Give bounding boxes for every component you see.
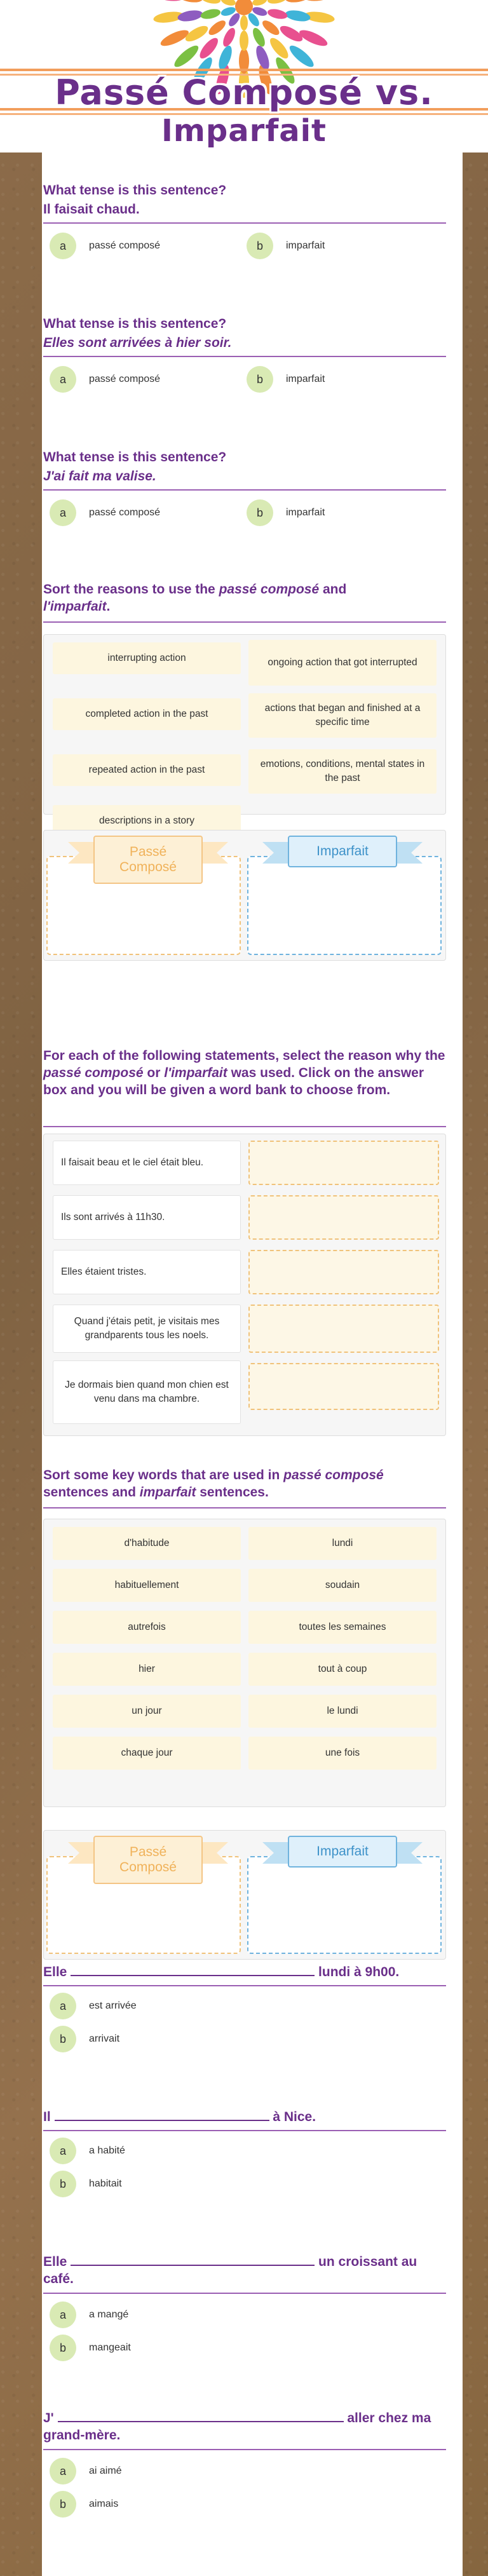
mandala-petal	[304, 0, 336, 3]
mandala-petal	[197, 35, 221, 61]
page-title-line2: Imparfait	[161, 113, 327, 149]
option-label: imparfait	[286, 240, 325, 251]
option-a[interactable]	[50, 1993, 137, 2019]
divider	[43, 1126, 446, 1127]
bucket-label: Imparfait	[288, 836, 397, 867]
question-prompt: Elle lundi à 9h00.	[43, 1965, 400, 1979]
bucket-label-ribbon	[93, 836, 203, 884]
draggable-chip[interactable]: autrefois	[53, 1611, 241, 1644]
option-a[interactable]	[50, 233, 160, 259]
option-b[interactable]	[247, 499, 325, 526]
mandala-center	[235, 0, 253, 15]
bucket-label: Passé Composé	[93, 836, 203, 884]
question-prompt: What tense is this sentence?	[43, 183, 227, 198]
option-label: passé composé	[89, 240, 161, 251]
question-prompt: Sort some key words that are used in passé composé sentences and imparfait sentences.	[43, 1468, 384, 1500]
option-b[interactable]	[247, 366, 325, 393]
option-label: imparfait	[286, 507, 325, 518]
option-letter-badge: a	[50, 2458, 76, 2484]
mandala-petal	[177, 0, 203, 4]
option-letter-badge: b	[247, 499, 273, 526]
question-prompt: J' aller chez ma grand-mère.	[43, 2411, 431, 2443]
answer-box[interactable]	[248, 1305, 439, 1353]
mandala-petal	[285, 0, 311, 4]
mandala-petal	[177, 9, 203, 24]
option-letter-badge: a	[50, 2138, 76, 2164]
question-prompt: For each of the following statements, select the reason why the passé composé or l'imparfait was used. Click on the answer box and you will be given a word bank to choose from.	[43, 1048, 445, 1097]
option-letter-badge: a	[50, 2301, 76, 2328]
divider	[43, 1507, 446, 1508]
bucket-label: Imparfait	[288, 1836, 397, 1868]
option-letter-badge: b	[50, 2026, 76, 2052]
mandala-petal	[287, 43, 316, 71]
draggable-chip[interactable]: repeated action in the past	[53, 754, 241, 786]
mandala-petal	[266, 8, 288, 21]
option-b[interactable]	[50, 2171, 122, 2197]
draggable-chip[interactable]: interrupting action	[53, 642, 241, 674]
blank-line	[71, 1975, 315, 1976]
statement-card: Je dormais bien quand mon chien est venu dans ma chambre.	[53, 1360, 241, 1424]
option-label: mangeait	[89, 2342, 131, 2353]
answer-box[interactable]	[248, 1195, 439, 1240]
divider	[43, 222, 446, 224]
blank-line	[58, 2421, 344, 2422]
draggable-chip[interactable]: tout à coup	[248, 1653, 437, 1686]
answer-box[interactable]	[248, 1141, 439, 1185]
option-label: passé composé	[89, 507, 161, 518]
option-letter-badge: a	[50, 499, 76, 526]
page-title-line1: Passé Composé vs.	[55, 72, 433, 112]
option-label: a habité	[89, 2145, 125, 2156]
mandala-petal	[152, 0, 184, 3]
option-letter-badge: a	[50, 366, 76, 393]
option-letter-badge: b	[50, 2335, 76, 2361]
option-a[interactable]	[50, 499, 160, 526]
mandala-petal	[220, 0, 237, 7]
mandala-petal	[200, 0, 221, 5]
option-label: a mangé	[89, 2309, 129, 2320]
draggable-chip[interactable]: lundi	[248, 1527, 437, 1560]
divider	[43, 356, 446, 357]
draggable-chip[interactable]: le lundi	[248, 1695, 437, 1728]
option-label: arrivait	[89, 2033, 120, 2044]
divider	[43, 2130, 446, 2131]
option-a[interactable]	[50, 366, 160, 393]
blank-line	[55, 2120, 269, 2121]
mandala-petal	[250, 26, 267, 48]
word-bank-panel	[43, 634, 446, 826]
option-label: aimais	[89, 2498, 119, 2509]
mandala-petal	[207, 18, 228, 37]
mandala-petal	[266, 0, 288, 5]
question-prompt: Sort the reasons to use the passé composé and l'imparfait.	[43, 582, 347, 614]
divider	[43, 2449, 446, 2450]
match-panel	[43, 1134, 446, 1436]
mandala-petal	[254, 44, 272, 71]
option-label: passé composé	[89, 374, 161, 384]
statement-card: Elles étaient tristes.	[53, 1250, 241, 1294]
option-letter-badge: a	[50, 1993, 76, 2019]
bucket-imparfait[interactable]	[247, 1856, 442, 1954]
statement-card: Il faisait beau et le ciel était bleu.	[53, 1141, 241, 1185]
option-b[interactable]	[50, 2335, 131, 2361]
draggable-chip[interactable]: soudain	[248, 1569, 437, 1602]
option-label: est arrivée	[89, 2000, 137, 2011]
mandala-petal	[240, 31, 248, 51]
worksheet	[42, 153, 463, 2576]
draggable-chip[interactable]: actions that began and finished at a specific time	[248, 693, 437, 738]
option-label: ai aimé	[89, 2465, 122, 2476]
question-sentence: Elles sont arrivées à hier soir.	[43, 336, 232, 350]
draggable-chip[interactable]: completed action in the past	[53, 698, 241, 730]
divider	[43, 2293, 446, 2294]
option-letter-badge: b	[247, 366, 273, 393]
bucket-imparfait[interactable]	[247, 856, 442, 955]
question-prompt: What tense is this sentence?	[43, 316, 227, 331]
header-stripe	[0, 69, 488, 71]
blank-line	[71, 2265, 315, 2266]
mandala-petal	[200, 8, 221, 21]
draggable-chip[interactable]: habituellement	[53, 1569, 241, 1602]
option-b[interactable]	[50, 2026, 119, 2052]
divider	[43, 621, 446, 623]
answer-box[interactable]	[248, 1363, 439, 1410]
draggable-chip[interactable]: toutes les semaines	[248, 1611, 437, 1644]
question-prompt: Elle un croissant au café.	[43, 2254, 417, 2286]
option-label: imparfait	[286, 374, 325, 384]
divider	[43, 489, 446, 491]
option-b[interactable]	[247, 233, 325, 259]
option-letter-badge: b	[50, 2491, 76, 2518]
draggable-chip[interactable]: descriptions in a story	[53, 805, 241, 837]
option-letter-badge: b	[247, 233, 273, 259]
option-label: habitait	[89, 2178, 122, 2189]
divider	[43, 1985, 446, 1986]
draggable-chip[interactable]: une fois	[248, 1737, 437, 1770]
sort-buckets-panel	[43, 1830, 446, 1960]
mandala-petal	[267, 35, 291, 61]
mandala-petal	[220, 26, 237, 48]
option-letter-badge: a	[50, 233, 76, 259]
mandala-petal	[251, 0, 268, 7]
question-prompt: What tense is this sentence?	[43, 450, 227, 464]
option-a[interactable]	[50, 2138, 125, 2164]
draggable-chip[interactable]: hier	[53, 1653, 241, 1686]
mandala-petal	[260, 18, 281, 37]
sort-buckets-panel	[43, 830, 446, 961]
bucket-label-ribbon	[288, 1836, 397, 1868]
option-b[interactable]	[50, 2491, 118, 2518]
word-bank-panel	[43, 1519, 446, 1807]
option-a[interactable]	[50, 2458, 122, 2484]
option-letter-badge: b	[50, 2171, 76, 2197]
question-sentence: J'ai fait ma valise.	[43, 469, 156, 484]
draggable-chip[interactable]: chaque jour	[53, 1737, 241, 1770]
draggable-chip[interactable]: ongoing action that got interrupted	[248, 640, 437, 686]
statement-card: Quand j'étais petit, je visitais mes grandparents tous les noels.	[53, 1305, 241, 1353]
mandala-petal	[216, 44, 234, 71]
mandala-petal	[240, 15, 248, 31]
draggable-chip[interactable]: emotions, conditions, mental states in the past	[248, 749, 437, 794]
draggable-chip[interactable]: un jour	[53, 1695, 241, 1728]
draggable-chip[interactable]: d'habitude	[53, 1527, 241, 1560]
answer-box[interactable]	[248, 1250, 439, 1294]
bucket-label-ribbon	[93, 1836, 203, 1884]
option-a[interactable]	[50, 2301, 128, 2328]
mandala-petal	[285, 9, 311, 24]
mandala-petal	[172, 43, 201, 71]
bucket-label-ribbon	[288, 836, 397, 867]
question-prompt: Il à Nice.	[43, 2110, 316, 2124]
statement-card: Ils sont arrivés à 11h30.	[53, 1195, 241, 1240]
header	[0, 0, 488, 153]
bucket-label: Passé Composé	[93, 1836, 203, 1884]
question-sentence: Il faisait chaud.	[43, 202, 140, 217]
